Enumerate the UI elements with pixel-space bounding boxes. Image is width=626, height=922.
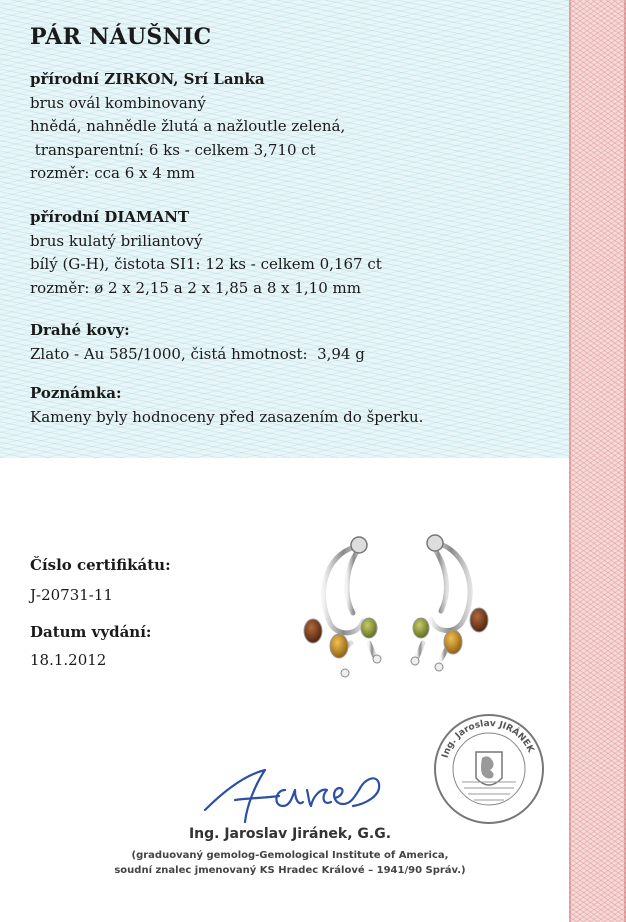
- diamond-line: bílý (G-H), čistota SI1: 12 ks - celkem 0,167 ct: [30, 255, 382, 273]
- issue-date-label: Datum vydání:: [30, 623, 152, 641]
- metals-section: [30, 319, 560, 366]
- signer-credentials: (graduovaný gemolog-Gemological Institute of America,: [131, 850, 449, 861]
- note-section: [30, 382, 560, 429]
- note-line: Kameny byly hodnoceny před zasazením do šperku.: [30, 407, 424, 426]
- zircon-section: [30, 68, 560, 186]
- signer-name: Ing. Jaroslav Jiránek, G.G.: [188, 826, 392, 842]
- diamond-section: [30, 206, 560, 300]
- document-title: PÁR NÁUŠNIC: [30, 24, 212, 50]
- metals-heading: Drahé kovy:: [30, 321, 130, 339]
- certificate-number: [30, 553, 171, 607]
- earrings-photo: [289, 525, 507, 700]
- diamond-line: brus kulatý briliantový: [30, 231, 203, 250]
- zircon-line: transparentní: 6 ks - celkem 3,710 ct: [30, 140, 316, 159]
- signer-credentials: soudní znalec jmenovaný KS Hradec Králové – 1941/90 Správ.): [114, 865, 466, 876]
- zircon-line: hnědá, nahnědle žlutá a nažloutle zelená,: [30, 117, 346, 135]
- metals-line: Zlato - Au 585/1000, čistá hmotnost: 3,94 g: [30, 344, 365, 363]
- certificate-number-value: J-20731-11: [30, 586, 113, 604]
- issue-date-value: 18.1.2012: [30, 651, 107, 669]
- diamond-line: rozměr: ø 2 x 2,15 a 2 x 1,85 a 8 x 1,10 mm: [30, 278, 361, 297]
- stamp-text: Ing. Jaroslav JIRÁNEK: [440, 718, 536, 760]
- zircon-line: rozměr: cca 6 x 4 mm: [30, 164, 196, 182]
- zircon-heading: přírodní ZIRKON, Srí Lanka: [30, 70, 265, 88]
- official-stamp: [432, 712, 546, 826]
- note-heading: Poznámka:: [30, 384, 122, 402]
- diamond-heading: přírodní DIAMANT: [30, 208, 190, 226]
- issue-date: [30, 620, 151, 672]
- zircon-line: brus ovál kombinovaný: [30, 93, 206, 112]
- handwritten-signature: [195, 760, 395, 830]
- certificate-number-label: Číslo certifikátu:: [30, 556, 171, 574]
- decorative-border: [569, 0, 626, 922]
